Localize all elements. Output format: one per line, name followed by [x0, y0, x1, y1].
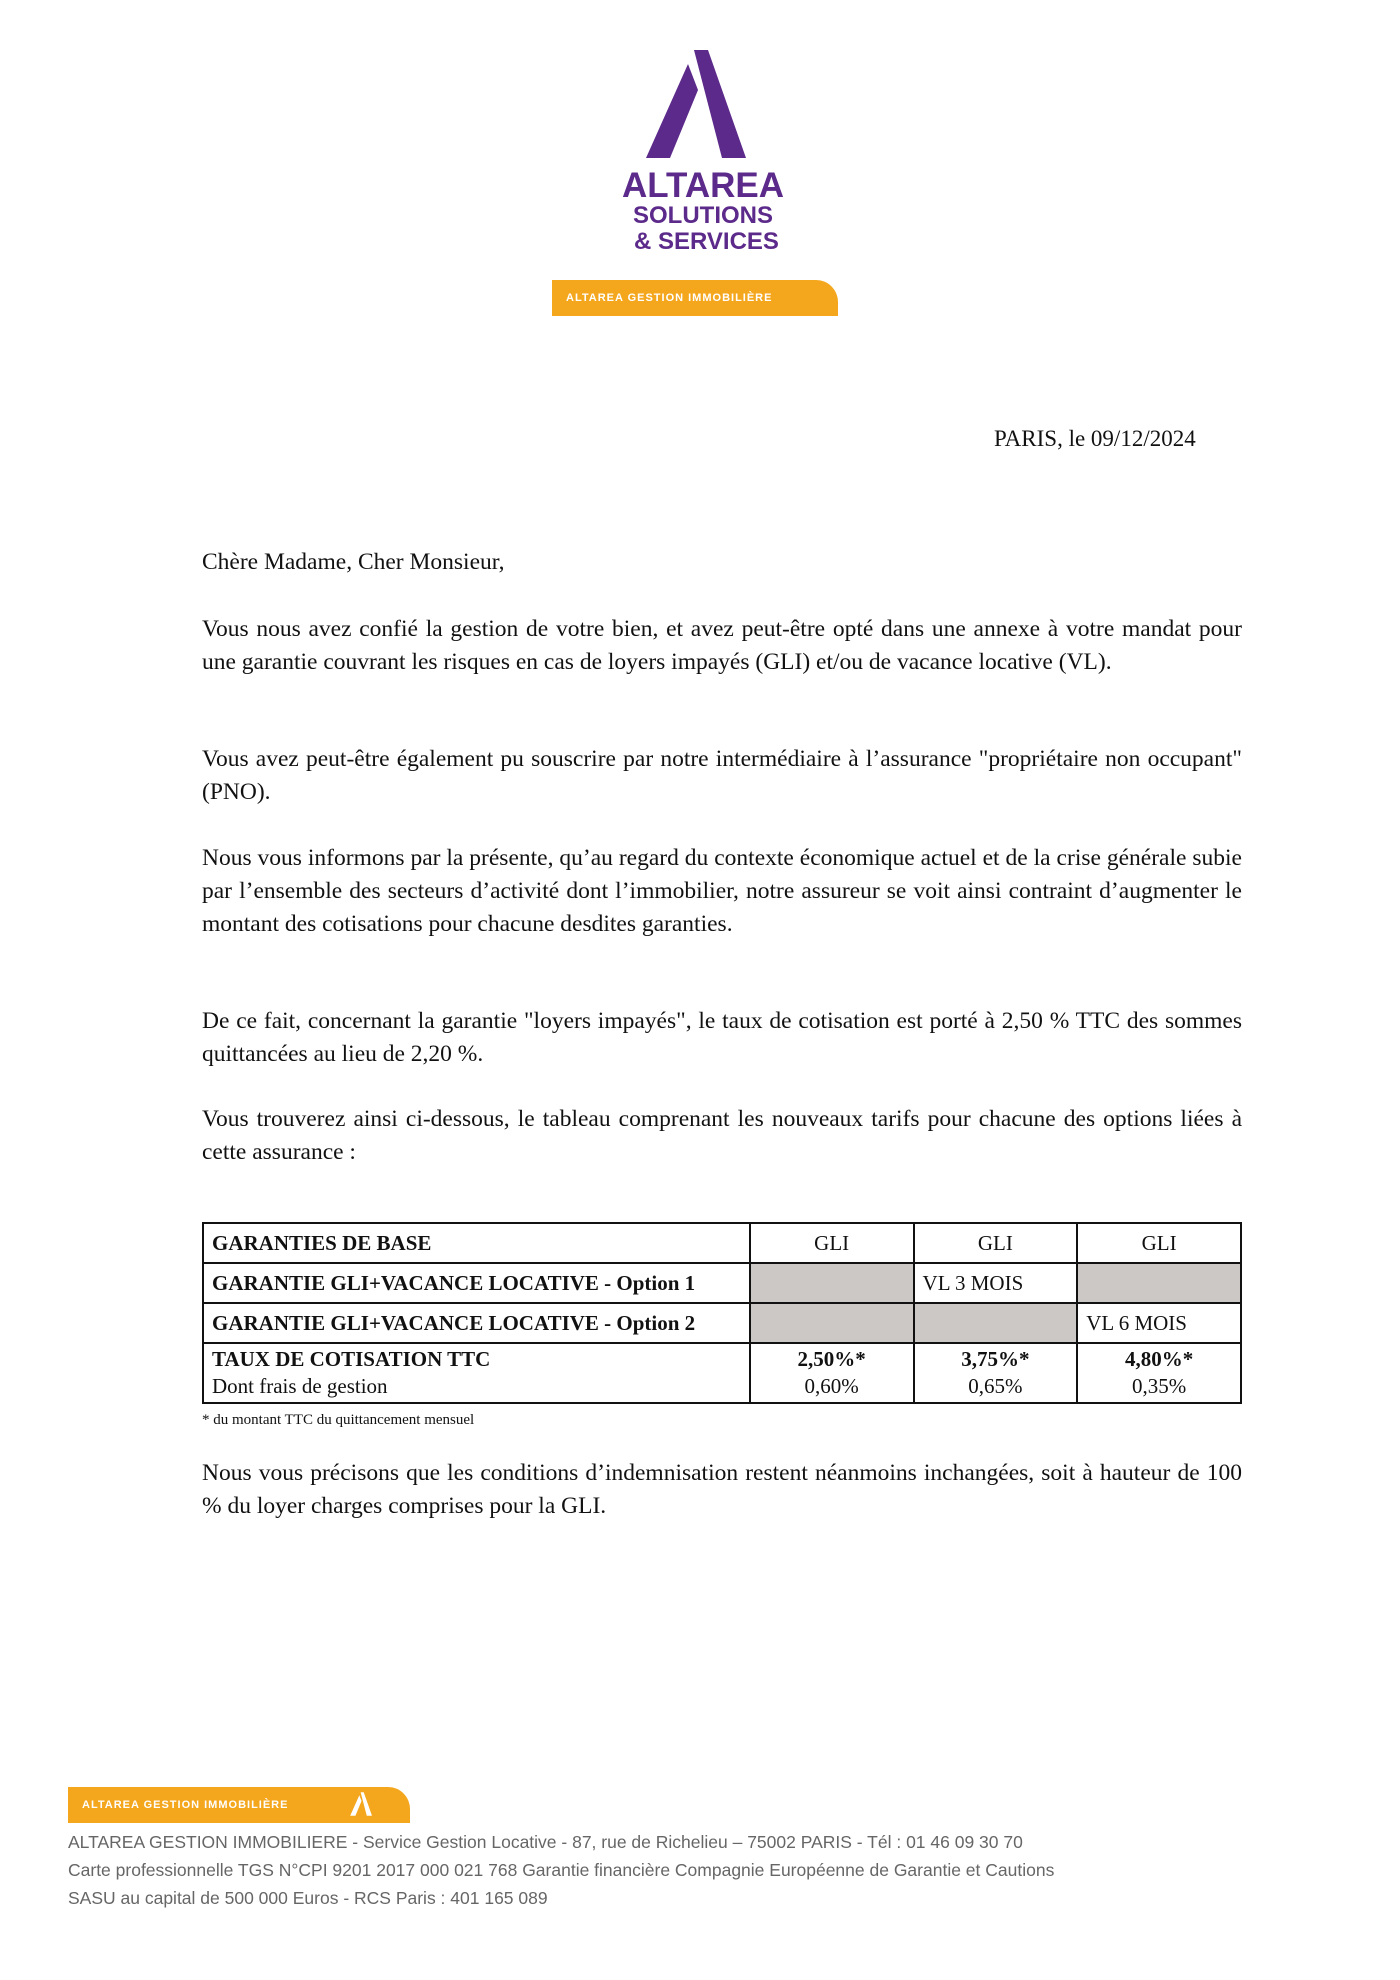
paragraph-4-text: De ce fait, concernant la garantie "loyers impayés", le taux de cotisation est porté à 2,50 % TTC des sommes quittancées au lieu de 2,20 %.	[202, 1008, 1242, 1067]
paragraph-3-text: Nous vous informons par la présente, qu’au regard du contexte économique actuel et de la crise générale subie par l’ensemble des secteurs d’activité dont l’immobilier, notre assureur se voit ainsi contraint d’augmenter le montant des cotisations pour chacune desdites garanties.	[202, 845, 1242, 937]
letter-date: PARIS, le 09/12/2024	[994, 426, 1196, 451]
table-cell: GLI	[750, 1223, 914, 1263]
table-row-option-2	[203, 1303, 1241, 1343]
table-cell-empty	[750, 1303, 914, 1343]
paragraph-5	[202, 1103, 1242, 1169]
paragraph-6	[202, 1457, 1242, 1523]
fee-value: 0,35%	[1132, 1374, 1187, 1398]
rate-value: 3,75%*	[961, 1347, 1030, 1371]
row-label: GARANTIE GLI+VACANCE LOCATIVE - Option 2	[203, 1303, 750, 1343]
fee-value: 0,60%	[804, 1374, 859, 1398]
rate-label: TAUX DE COTISATION TTC	[212, 1347, 491, 1371]
rates-table	[202, 1222, 1242, 1404]
footer-line-1: ALTAREA GESTION IMMOBILIERE - Service Gestion Locative - 87, rue de Richelieu – 75002 PARIS - Tél : 01 46 09 30 70	[68, 1832, 1023, 1852]
altarea-footer-logo-icon	[348, 1792, 372, 1816]
rate-cell	[750, 1343, 914, 1403]
footer-banner: ALTAREA GESTION IMMOBILIÈRE	[68, 1787, 410, 1823]
paragraph-3	[202, 842, 1242, 941]
paragraph-6-text: Nous vous précisons que les conditions d’indemnisation restent néanmoins inchangées, soit à hauteur de 100 % du loyer charges comprises pour la GLI.	[202, 1460, 1242, 1519]
footer-legal	[68, 1828, 1328, 1912]
footer-line-3: SASU au capital de 500 000 Euros - RCS Paris : 401 165 089	[68, 1888, 548, 1908]
paragraph-1-text: Vous nous avez confié la gestion de votre bien, et avez peut-être opté dans une annexe à votre mandat pour une garantie couvrant les risques en cas de loyers impayés (GLI) et/ou de vacance locative (VL).	[202, 616, 1242, 675]
rate-cell	[914, 1343, 1078, 1403]
table-cell: GLI	[1077, 1223, 1241, 1263]
rate-value: 2,50%*	[797, 1347, 866, 1371]
table-cell-empty	[750, 1263, 914, 1303]
table-footnote: * du montant TTC du quittancement mensuel	[202, 1412, 475, 1428]
paragraph-5-text: Vous trouverez ainsi ci-dessous, le tableau comprenant les nouveaux tarifs pour chacune des options liées à cette assurance :	[202, 1106, 1242, 1165]
table-cell-empty	[1077, 1263, 1241, 1303]
table-cell: VL 3 MOIS	[914, 1263, 1078, 1303]
salutation-text: Chère Madame, Cher Monsieur,	[202, 549, 505, 575]
table-row-base	[203, 1223, 1241, 1263]
paragraph-1	[202, 613, 1242, 679]
table-cell: GLI	[914, 1223, 1078, 1263]
table-cell-empty	[914, 1303, 1078, 1343]
row-label: GARANTIE GLI+VACANCE LOCATIVE - Option 1	[203, 1263, 750, 1303]
rate-cell	[1077, 1343, 1241, 1403]
company-logo	[552, 50, 842, 320]
paragraph-2-text: Vous avez peut-être également pu souscrire par notre intermédiaire à l’assurance "propriétaire non occupant" (PNO).	[202, 746, 1242, 805]
header-banner: ALTAREA GESTION IMMOBILIÈRE	[552, 280, 838, 316]
fees-label: Dont frais de gestion	[212, 1374, 388, 1398]
table-row-option-1	[203, 1263, 1241, 1303]
salutation	[202, 546, 1242, 579]
table-row-rates	[203, 1343, 1241, 1403]
rate-value: 4,80%*	[1125, 1347, 1194, 1371]
footer-line-2: Carte professionnelle TGS N°CPI 9201 2017 000 021 768 Garantie financière Compagnie Européenne de Garantie et Cautions	[68, 1860, 1055, 1880]
table-cell: VL 6 MOIS	[1077, 1303, 1241, 1343]
brand-name: ALTAREA	[622, 166, 785, 205]
brand-subtitle-solutions: SOLUTIONS	[633, 202, 774, 229]
row-label: GARANTIES DE BASE	[203, 1223, 750, 1263]
fee-value: 0,65%	[968, 1374, 1023, 1398]
brand-subtitle-services: & SERVICES	[634, 228, 779, 255]
paragraph-4	[202, 1005, 1242, 1071]
rate-row-label	[203, 1343, 750, 1403]
paragraph-2	[202, 743, 1242, 809]
altarea-logo-icon	[636, 50, 746, 158]
